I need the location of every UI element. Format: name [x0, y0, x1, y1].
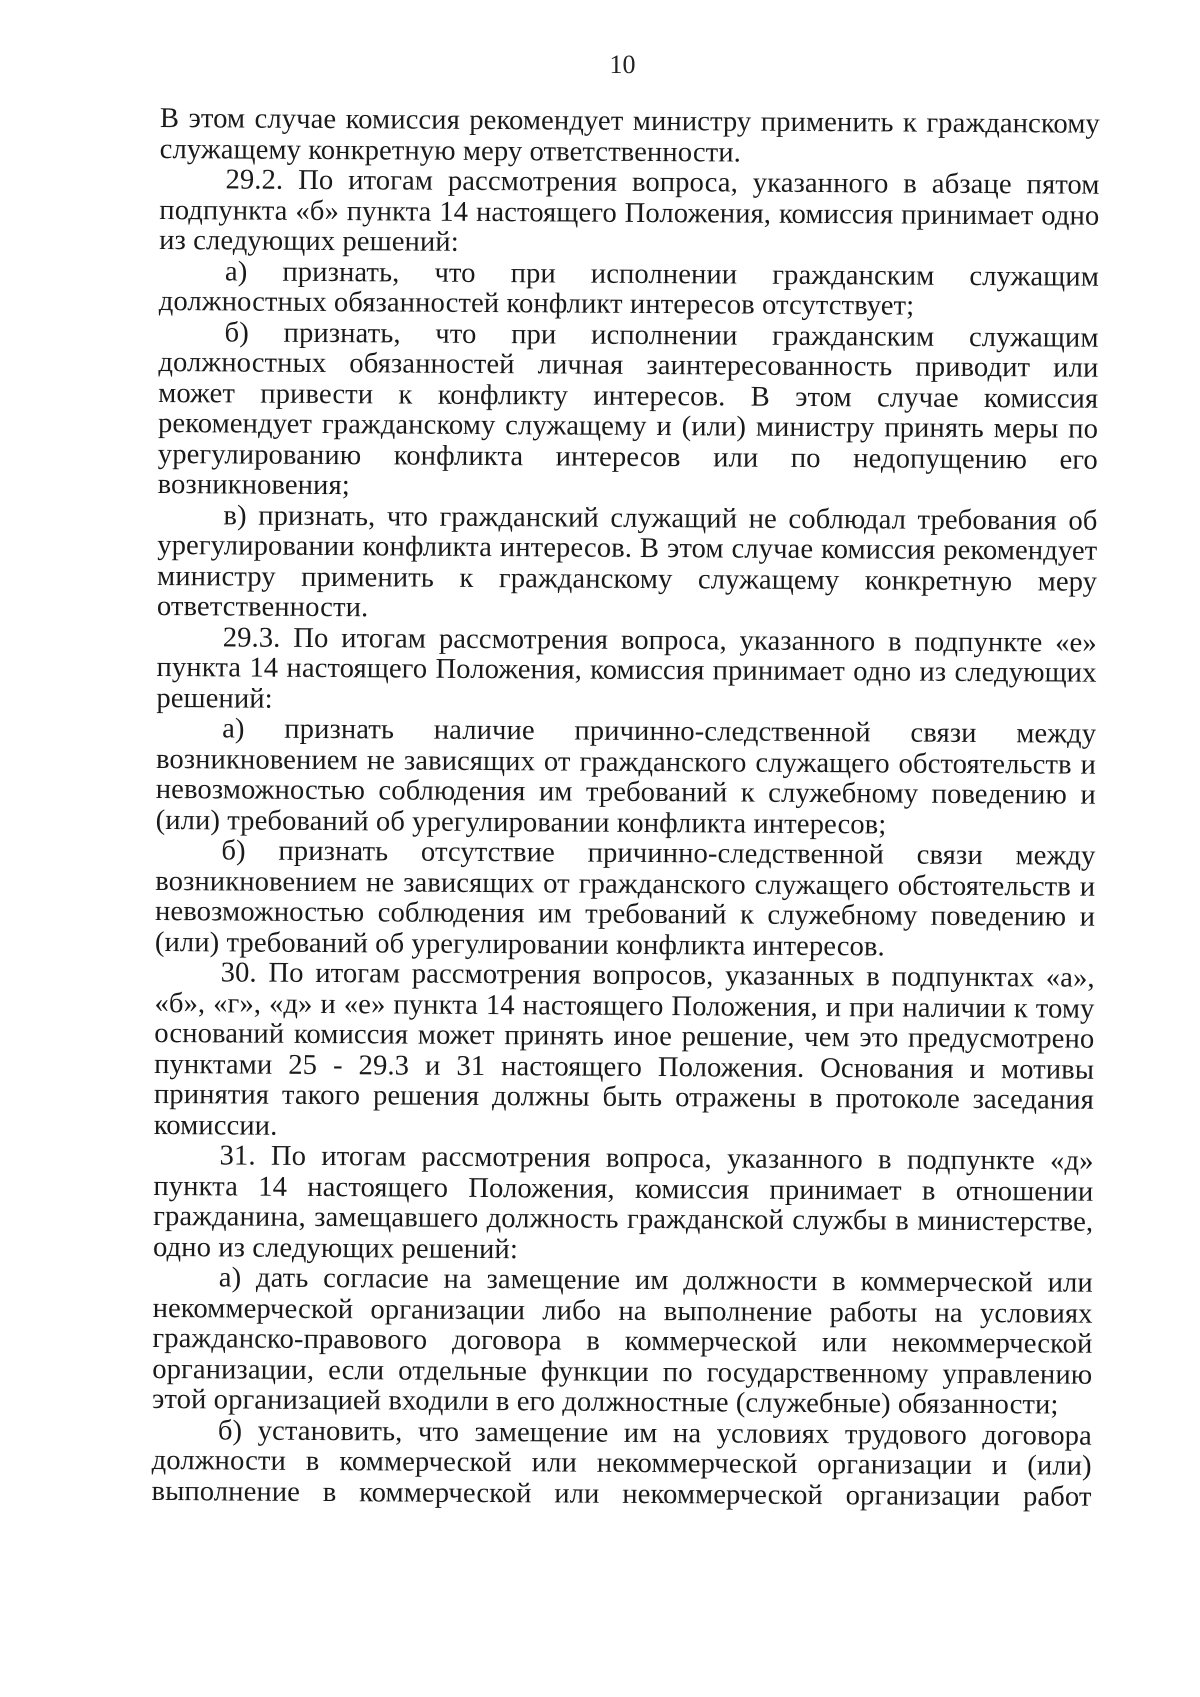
paragraph-30: 30. По итогам рассмотрения вопросов, указанных в подпунктах «а», «б», «г», «д» и «е» пункта 14 настоящего Положения, и при наличии к тому оснований комиссия может принять иное решение, чем это предусмотрено пунктами 25 - 29.3 и 31 настоящего Положения. Основания и мотивы принятия такого решения должны быть отражены в протоколе заседания комиссии.	[153, 957, 1095, 1142]
paragraph-29-2: 29.2. По итогам рассмотрения вопроса, указанного в абзаце пятом подпункта «б» пункта 14 настоящего Положения, комиссия принимает одно из следующих решений:	[159, 164, 1100, 258]
paragraph-continuation: В этом случае комиссия рекомендует министру применить к гражданскому служащему конкретную меру ответственности.	[159, 103, 1100, 169]
paragraph-29-2-b: б) признать, что при исполнении гражданским служащим должностных обязанностей личная заинтересованность приводит или может привести к конфликту интересов. В этом случае комиссия рекомендует гражданскому служащему и (или) министру принять меры по урегулированию конфликта интересов или по недопущению его возникновения;	[157, 316, 1099, 502]
paragraph-29-2-v: в) признать, что гражданский служащий не соблюдал требования об урегулировании конфликта интересов. В этом случае комиссия рекомендует министру применить к гражданскому служащему конкретную меру ответственности.	[156, 499, 1098, 624]
document-body	[151, 104, 1100, 1513]
paragraph-31-b: б) установить, что замещение им на условиях трудового договора должности в коммерческой или некоммерческой организации и (или) выполнение в коммерческой или некоммерческой организации работ	[151, 1414, 1092, 1513]
paragraph-31: 31. По итогам рассмотрения вопроса, указанного в подпункте «д» пункта 14 настоящего Положения, комиссия принимает в отношении гражданина, замещавшего должность гражданской службы в министерстве, одно из следующих решений:	[152, 1140, 1094, 1265]
paragraph-29-3: 29.3. По итогам рассмотрения вопроса, указанного в подпункте «е» пункта 14 настоящего Положения, комиссия принимает одно из следующих решений:	[156, 621, 1097, 715]
paragraph-29-2-a: а) признать, что при исполнении гражданским служащим должностных обязанностей конфликт интересов отсутствует;	[158, 255, 1100, 322]
paragraph-29-3-b: б) признать отсутствие причинно-следственной связи между возникновением не зависящих от гражданского служащего обстоятельств и невозможностью соблюдения им требований к служебному поведению и (или) требований об урегулировании конфликта интересов.	[154, 835, 1096, 962]
page-number: 10	[609, 50, 636, 79]
paragraph-31-a: а) дать согласие на замещение им должности в коммерческой или некоммерческой организации либо на выполнение работы на условиях гражданско-правового договора в коммерческой или некоммерческой организации, если отдельные функции по государственному управлению этой организацией входили в его должностные (служебные) обязанности;	[151, 1262, 1093, 1421]
paragraph-29-3-a: а) признать наличие причинно-следственной связи между возникновением не зависящих от гражданского служащего обстоятельств и невозможностью соблюдения им требований к служебному поведению и (или) требований об урегулировании конфликта интересов;	[155, 713, 1097, 840]
